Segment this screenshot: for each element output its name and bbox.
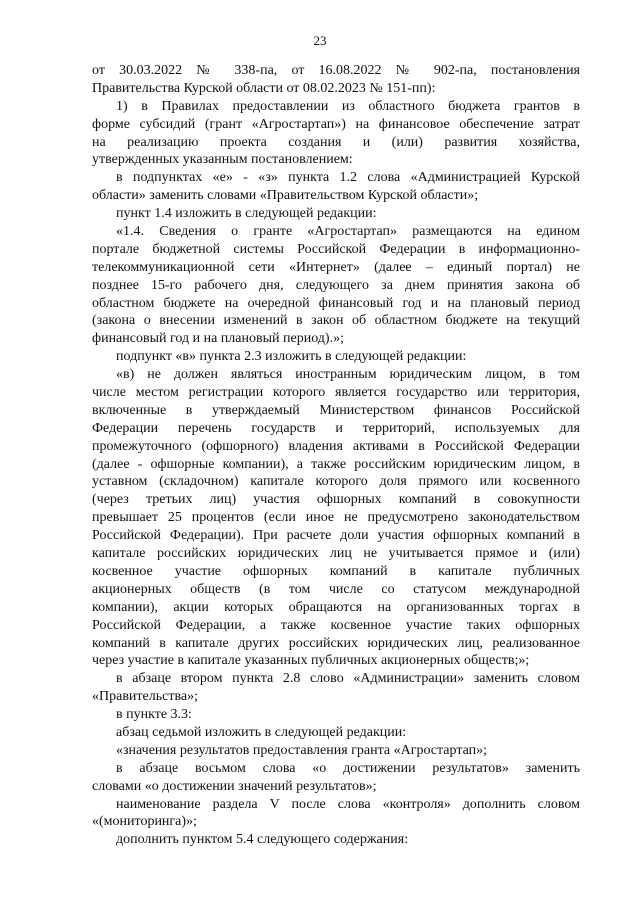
- text-line: областном бюджете на очередной финансовый год и на плановый период: [92, 295, 580, 311]
- text-line: 1) в Правилах предоставлении из областного бюджета грантов в: [116, 98, 580, 114]
- text-line: финансовый год и на плановый период).»;: [92, 331, 344, 347]
- text-line: Российской Федерации). При расчете доли участия офшорных компаний в: [92, 528, 580, 544]
- text-line: от 30.03.2022 № 338-па, от 16.08.2022 № 902-па, постановления: [92, 63, 580, 78]
- text-line: косвенное участие офшорных компаний в капитале публичных: [92, 563, 580, 579]
- text-line: Правительства Курской области от 08.02.2023 № 151-пп):: [92, 80, 436, 96]
- text-line: (далее - офшорные компании), а также российским юридическим лицом, в: [92, 456, 580, 472]
- text-line: наименование раздела V после слова «контроля» дополнить словом: [116, 796, 580, 812]
- text-line: Российской Федерации, а также косвенное участие таких офшорных: [92, 617, 580, 633]
- text-line: уставном (складочном) капитале которого доля прямого или косвенного: [92, 474, 580, 490]
- text-line: промежуточного (офшорного) владения активами в Российской Федерации: [92, 438, 580, 454]
- text-line: «(мониторинга)»;: [92, 814, 197, 830]
- text-line: в абзаце втором пункта 2.8 слово «Администрации» заменить словом: [116, 671, 580, 687]
- text-line: «1.4. Сведения о гранте «Агростартап» размещаются на едином: [116, 224, 580, 240]
- text-line: «Правительства»;: [92, 689, 198, 705]
- text-line: числе местом регистрации которого является государство или территория,: [92, 385, 580, 401]
- text-line: (закона о внесении изменений в закон об областном бюджете на текущий: [92, 313, 580, 329]
- text-line: пункт 1.4 изложить в следующей редакции:: [116, 206, 377, 222]
- text-line: «в) не должен являться иностранным юридическим лицом, в том: [116, 367, 580, 383]
- text-line: позднее 15-го рабочего дня, следующего за днем принятия закона об: [92, 277, 580, 293]
- page-number: 23: [313, 33, 327, 48]
- text-line: абзац седьмой изложить в следующей редакции:: [116, 724, 407, 740]
- text-line: включенные в утверждаемый Министерством финансов Российской: [92, 402, 580, 418]
- text-line: в пункте 3.3:: [116, 707, 192, 723]
- text-line: в подпунктах «е» - «з» пункта 1.2 слова «Администрацией Курской: [116, 170, 580, 186]
- text-line: дополнить пунктом 5.4 следующего содержания:: [116, 832, 409, 848]
- text-line: (через третьих лиц) участия офшорных компаний в совокупности: [92, 492, 580, 508]
- text-line: через участие в капитале указанных публичных акционерных обществ;»;: [92, 653, 530, 669]
- text-line: капитале российских юридических лиц не учитывается прямое и (или): [92, 546, 580, 562]
- text-line: компаний в капитале других российских юридических лиц, реализованное: [92, 635, 580, 651]
- text-line: на реализацию проекта создания и (или) развития хозяйства,: [92, 134, 580, 150]
- text-line: области» заменить словами «Правительством Курской области»;: [92, 188, 479, 204]
- text-line: форме субсидий (грант «Агростартап») на финансовое обеспечение затрат: [92, 116, 580, 132]
- text-line: словами «о достижении значений результатов»;: [92, 778, 377, 794]
- text-line: Федерации перечень государств и территорий, используемых для: [92, 420, 580, 436]
- text-line: телекоммуникационной сети «Интернет» (далее – единый портал) не: [92, 259, 580, 275]
- text-line: в абзаце восьмом слова «о достижении результатов» заменить: [116, 760, 580, 776]
- text-line: портале бюджетной системы Российской Федерации в информационно-: [92, 241, 580, 257]
- document-body: [92, 62, 580, 849]
- text-line: акционерных обществ (в том числе со статусом международной: [92, 581, 580, 597]
- text-line: превышает 25 процентов (если иное не предусмотрено законодательством: [92, 510, 580, 526]
- text-line: утвержденных указанным постановлением:: [92, 152, 353, 168]
- text-line: «значения результатов предоставления гранта «Агростартап»;: [116, 742, 488, 758]
- text-line: компании), акции которых обращаются на организованных торгах в: [92, 599, 580, 615]
- text-line: подпункт «в» пункта 2.3 изложить в следующей редакции:: [116, 349, 467, 365]
